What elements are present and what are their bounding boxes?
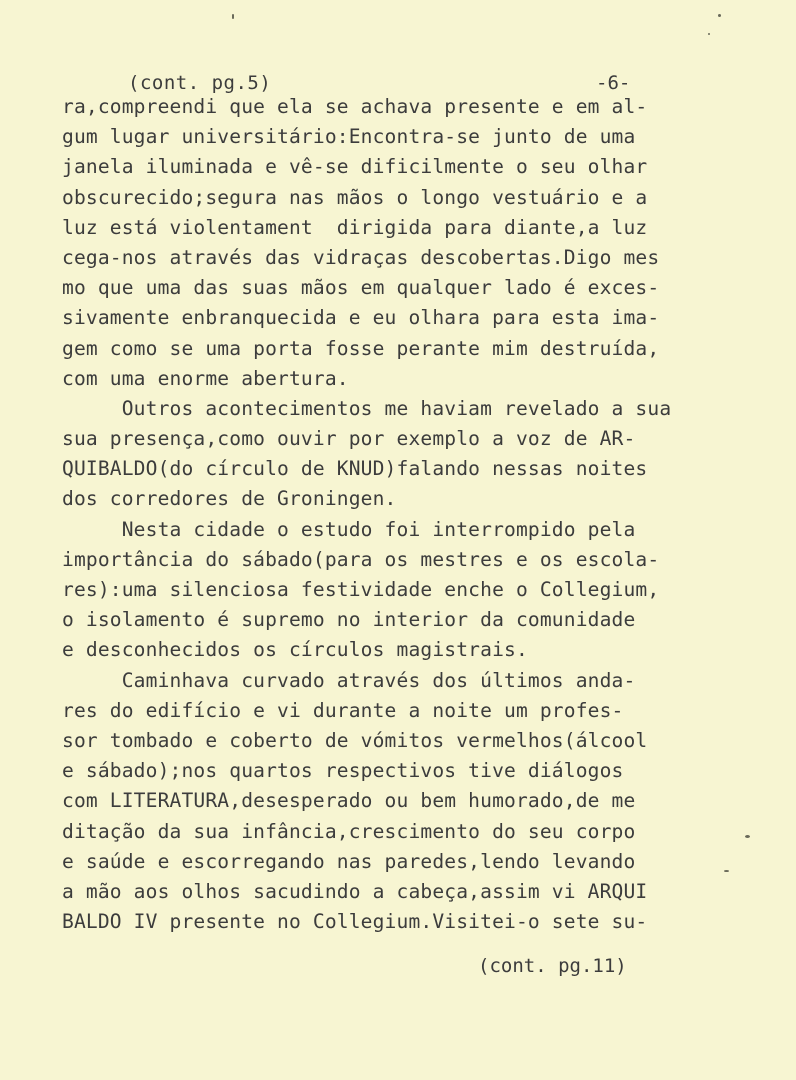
text-line: sivamente enbranquecida e eu olhara para esta ima- <box>62 306 660 330</box>
page-number: -6- <box>596 72 631 94</box>
text-line: res do edifício e vi durante a noite um profes- <box>62 698 624 722</box>
text-line: janela iluminada e vê-se dificilmente o seu olhar <box>62 155 648 179</box>
text-line: Caminhava curvado através dos últimos anda- <box>62 668 636 692</box>
text-line: e saúde e escorregando nas paredes,lendo levando <box>62 849 636 873</box>
text-line: sua presença,como ouvir por exemplo a voz de AR- <box>62 427 636 451</box>
text-line: importância do sábado(para os mestres e os escola- <box>62 547 660 571</box>
text-line: sor tombado e coberto de vómitos vermelhos(álcool <box>62 728 648 752</box>
paper-speck <box>745 835 750 838</box>
text-line: cega-nos através das vidraças descobertas.Digo mes <box>62 245 660 269</box>
paper-speck <box>724 870 729 872</box>
text-line: dos corredores de Groningen. <box>62 487 397 511</box>
text-line: gem como se uma porta fosse perante mim destruída, <box>62 336 660 360</box>
text-line: Outros acontecimentos me haviam revelado a sua <box>62 396 672 420</box>
text-line: res):uma silenciosa festividade enche o Collegium, <box>62 578 660 601</box>
text-line: Nesta cidade o estudo foi interrompido pela <box>62 517 636 541</box>
body-text <box>62 92 742 937</box>
text-line: mo que uma das suas mãos em qualquer lado é exces- <box>62 276 660 300</box>
paper-speck <box>232 14 234 19</box>
text-line: ra,compreendi que ela se achava presente e em al- <box>62 95 648 118</box>
text-line: com LITERATURA,desesperado ou bem humorado,de me <box>62 789 636 813</box>
paper-speck <box>718 14 721 17</box>
continued-from-note: (cont. pg.5) <box>128 72 272 94</box>
text-line: luz está violentament dirigida para diante,a luz <box>62 215 648 239</box>
continued-to-note: (cont. pg.11) <box>478 955 627 977</box>
text-line: gum lugar universitário:Encontra-se junto de uma <box>62 125 636 149</box>
text-line: ditação da sua infância,crescimento do seu corpo <box>62 819 636 843</box>
text-line: e sábado);nos quartos respectivos tive diálogos <box>62 759 624 783</box>
text-line: BALDO IV presente no Collegium.Visitei-o sete su- <box>62 910 648 934</box>
text-line: QUIBALDO(do círculo de KNUD)falando nessas noites <box>62 457 648 481</box>
text-line: a mão aos olhos sacudindo a cabeça,assim vi ARQUI <box>62 879 648 903</box>
paper-speck <box>708 33 710 35</box>
text-line: o isolamento é supremo no interior da comunidade <box>62 608 636 632</box>
text-line: com uma enorme abertura. <box>62 366 349 390</box>
text-line: obscurecido;segura nas mãos o longo vestuário e a <box>62 185 648 209</box>
text-line: e desconhecidos os círculos magistrais. <box>62 638 528 662</box>
